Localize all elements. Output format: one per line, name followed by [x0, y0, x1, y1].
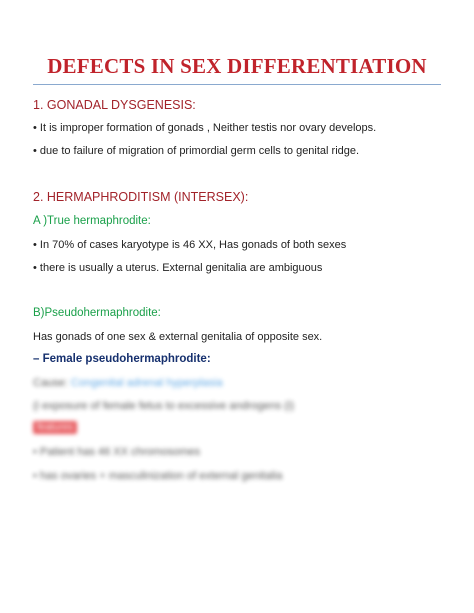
paragraph: Has gonads of one sex & external genitalia of opposite sex.	[33, 331, 323, 343]
bullet-item: • It is improper formation of gonads , Neither testis nor ovary develops.	[33, 122, 377, 134]
subheading-female-pseudohermaphrodite: – Female pseudohermaphrodite:	[33, 353, 211, 365]
bullet-item: • there is usually a uterus. External genitalia are ambiguous	[33, 262, 323, 274]
blurred-bullet-item: • Patient has 46 XX chromosomes	[33, 446, 201, 458]
features-badge: features	[33, 421, 77, 434]
blurred-badge-line	[33, 421, 77, 434]
cause-value: Congenital adrenal hyperplasia	[70, 377, 223, 389]
section-heading-hermaphroditism: 2. HERMAPHRODITISM (INTERSEX):	[33, 190, 249, 204]
blurred-cause-line	[33, 377, 223, 389]
subheading-pseudohermaphrodite: B)Pseudohermaphrodite:	[33, 307, 161, 319]
page-title: DEFECTS IN SEX DIFFERENTIATION	[47, 54, 427, 78]
blurred-bullet-item: • has ovaries + masculinization of external genitalia	[33, 470, 283, 482]
bullet-item: • due to failure of migration of primordial germ cells to genital ridge.	[33, 145, 360, 157]
section-heading-gonadal-dysgenesis: 1. GONADAL DYSGENESIS:	[33, 98, 196, 112]
subheading-true-hermaphrodite: A )True hermaphrodite:	[33, 215, 151, 227]
title-divider	[33, 84, 441, 85]
bullet-item: • In 70% of cases karyotype is 46 XX, Has gonads of both sexes	[33, 239, 347, 251]
cause-label: Cause:	[33, 377, 68, 389]
blurred-exposure-line: (i exposure of female fetus to excessive androgens (i)	[33, 400, 295, 412]
